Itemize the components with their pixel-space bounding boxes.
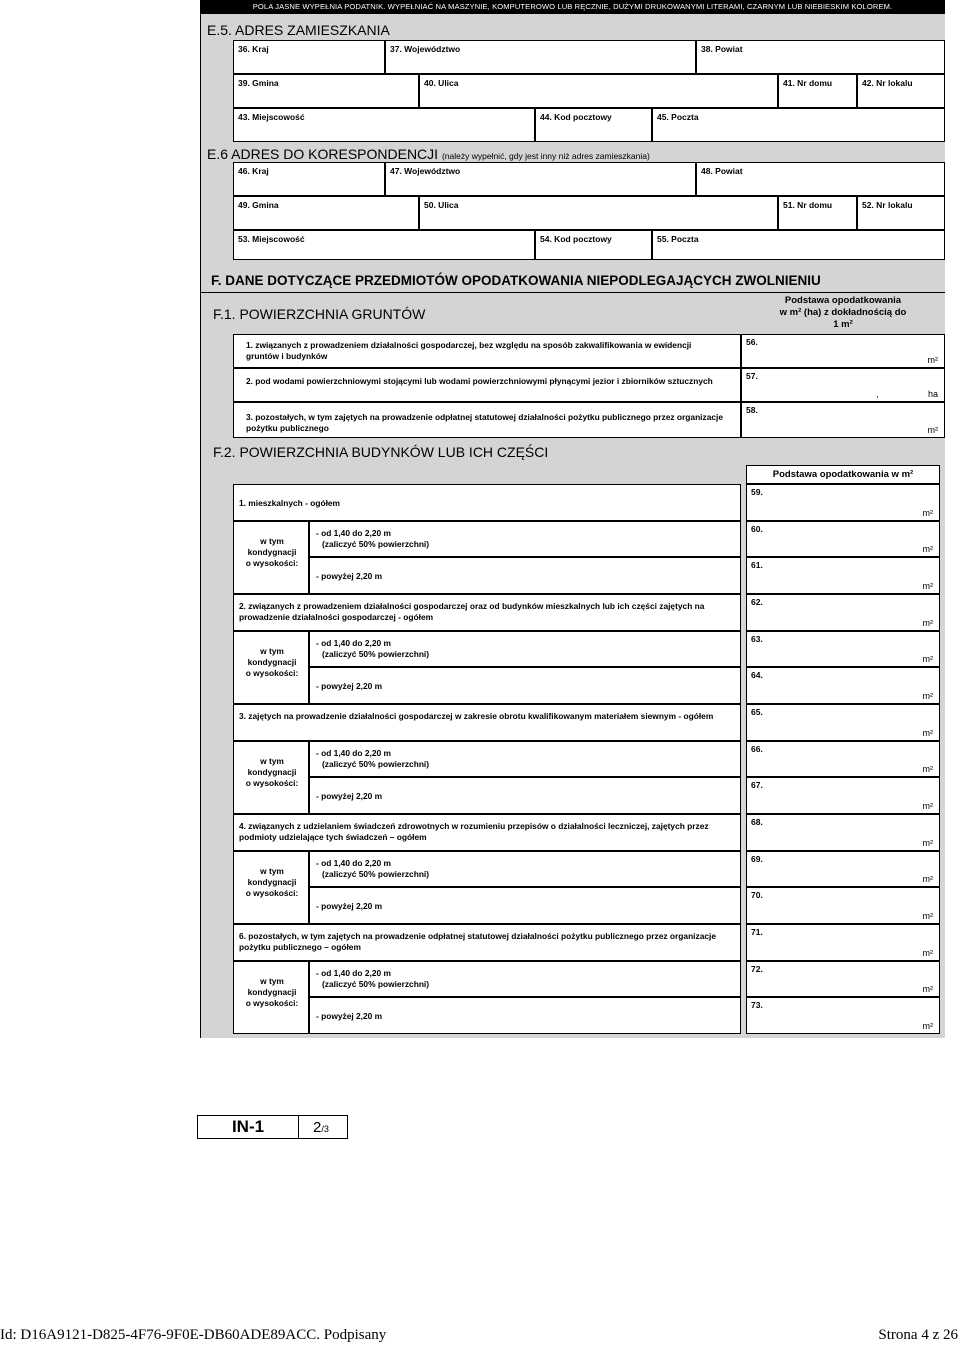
field-55-poczta[interactable]: 55. Poczta (652, 230, 945, 260)
sub-label-50-percent: (zaliczyć 50% powierzchni) (322, 648, 430, 659)
f2-group-title-row (233, 594, 741, 631)
field-46-kraj[interactable]: 46. Kraj (233, 162, 385, 196)
field-number: 67. (751, 780, 763, 791)
field-38-powiat[interactable]: 38. Powiat (696, 40, 945, 74)
f2-group-title: 1. mieszkalnych - ogółem (239, 498, 340, 508)
field-69[interactable] (746, 851, 940, 888)
sub-label-50-percent: (zaliczyć 50% powierzchni) (322, 868, 430, 879)
unit-label: m² (922, 691, 933, 702)
field-40-ulica[interactable]: 40. Ulica (419, 74, 778, 108)
field-48-powiat[interactable]: 48. Powiat (696, 162, 945, 196)
w-tym-line: kondygnacji (247, 546, 297, 557)
field-43-miejscowosc[interactable]: 43. Miejscowość (233, 108, 535, 142)
sub-label-50-percent: (zaliczyć 50% powierzchni) (322, 978, 430, 989)
f2-group-title-row (233, 704, 741, 741)
field-number: 60. (751, 523, 763, 534)
field-number: 69. (751, 853, 763, 864)
field-73[interactable] (746, 997, 940, 1034)
subrow-140-220 (309, 741, 741, 778)
field-62[interactable] (746, 594, 940, 631)
field-63[interactable] (746, 631, 940, 668)
subrow-above-220 (309, 667, 741, 704)
f2-group-title-row (233, 484, 741, 521)
unit-label: m² (922, 984, 933, 995)
field-41-nr-domu[interactable]: 41. Nr domu (778, 74, 857, 108)
sub-label-50-percent: (zaliczyć 50% powierzchni) (322, 538, 430, 549)
field-44-kod-pocztowy[interactable]: 44. Kod pocztowy (535, 108, 652, 142)
field-65[interactable] (746, 704, 940, 741)
w-tym-line: w tym (260, 535, 284, 546)
sub-label-height-range: - od 1,40 do 2,20 m (316, 967, 391, 978)
field-42-nr-lokalu[interactable]: 42. Nr lokalu (857, 74, 945, 108)
field-number: 62. (751, 597, 763, 607)
field-number: 65. (751, 707, 763, 717)
unit-label: m² (922, 1021, 933, 1032)
field-68[interactable] (746, 814, 940, 851)
field-54-kod-pocztowy[interactable]: 54. Kod pocztowy (535, 230, 652, 260)
w-tym-line: kondygnacji (247, 876, 297, 887)
field-number: 63. (751, 633, 763, 644)
f2-base-header: Podstawa opodatkowania w m² (746, 465, 940, 484)
field-number: 61. (751, 560, 763, 571)
field-47-wojewodztwo[interactable]: 47. Województwo (385, 162, 696, 196)
w-tym-line: o wysokości: (245, 887, 299, 898)
field-number: 68. (751, 817, 763, 827)
subrow-above-220 (309, 997, 741, 1034)
decimal-comma: , (876, 389, 879, 399)
field-56[interactable]: 56. m² (741, 334, 945, 368)
w-tym-label-cell (233, 741, 309, 814)
unit-label: m² (922, 874, 933, 885)
unit-label: m² (922, 801, 933, 812)
field-number: 66. (751, 743, 763, 754)
f1-item-2: 2. pod wodami powierzchniowymi stojącymi lub wodami powierzchniowymi płynącymi jezior i zbiorników sztucznych (233, 368, 741, 402)
sub-label-above: - powyżej 2,20 m (316, 681, 383, 692)
field-58[interactable]: 58. m² (741, 402, 945, 438)
sub-label-height-range: - od 1,40 do 2,20 m (316, 747, 391, 758)
field-49-gmina[interactable]: 49. Gmina (233, 196, 419, 230)
field-67[interactable] (746, 777, 940, 814)
unit-label: m² (922, 837, 933, 848)
f1-item-1: 1. związanych z prowadzeniem działalności gospodarczej, bez względu na sposób zakwalifikowania w ewidencji gruntów i budynków (233, 334, 741, 368)
field-45-poczta[interactable]: 45. Poczta (652, 108, 945, 142)
subrow-140-220 (309, 961, 741, 998)
f1-item-3: 3. pozostałych, w tym zajętych na prowadzenie odpłatnej statutowej działalności pożytku publicznego przez organizacje pożytku publicznego (233, 402, 741, 438)
w-tym-label-cell (233, 851, 309, 924)
field-50-ulica[interactable]: 50. Ulica (419, 196, 778, 230)
field-59[interactable] (746, 484, 940, 521)
subrow-140-220 (309, 631, 741, 668)
top-notice: POLA JASNE WYPEŁNIA PODATNIK. WYPEŁNIAĆ NA MASZYNIE, KOMPUTEROWO LUB RĘCZNIE, DUŻYMI DRUKOWANYMI LITERAMI, CZARNYM LUB NIEBIESKIM KOLOREM. (200, 0, 945, 14)
field-52-nr-lokalu[interactable]: 52. Nr lokalu (857, 196, 945, 230)
unit-label: m² (922, 727, 933, 738)
unit-label: m² (922, 544, 933, 555)
sub-label-height-range: - od 1,40 do 2,20 m (316, 527, 391, 538)
footer-page: Strona 4 z 26 (878, 1327, 958, 1343)
field-70[interactable] (746, 887, 940, 924)
field-number: 64. (751, 670, 763, 681)
f-title: F. DANE DOTYCZĄCE PRZEDMIOTÓW OPODATKOWANIA NIEPODLEGAJĄCYCH ZWOLNIENIU (211, 273, 821, 288)
w-tym-line: kondygnacji (247, 986, 297, 997)
f2-group-title: 4. związanych z udzielaniem świadczeń zdrowotnych w rozumieniu przepisów o działalności leczniczej, zajętych przez podmioty udzielające tych świadczeń – ogółem (239, 821, 709, 842)
unit-label: m² (922, 507, 933, 518)
unit-label: m² (922, 654, 933, 665)
field-number: 59. (751, 487, 763, 497)
e6-title: E.6 ADRES DO KORESPONDENCJI (należy wypełnić, gdy jest inny niż adres zamieszkania) (207, 146, 650, 162)
f2-group-title: 3. zajętych na prowadzenie działalności gospodarczej w zakresie obrotu kwalifikowanym materiałem siewnym - ogółem (239, 711, 714, 721)
w-tym-label-cell (233, 961, 309, 1034)
f2-group-title-row (233, 814, 741, 851)
unit-label: m² (922, 581, 933, 592)
w-tym-line: o wysokości: (245, 997, 299, 1008)
field-51-nr-domu[interactable]: 51. Nr domu (778, 196, 857, 230)
field-number: 73. (751, 1000, 763, 1011)
f2-group-title-row (233, 924, 741, 961)
field-number: 71. (751, 927, 763, 937)
subrow-above-220 (309, 887, 741, 924)
field-66[interactable] (746, 741, 940, 778)
sub-label-above: - powyżej 2,20 m (316, 901, 383, 912)
w-tym-line: o wysokości: (245, 777, 299, 788)
unit-label: m² (922, 617, 933, 628)
footer-id: Id: D16A9121-D825-4F76-9F0E-DB60ADE89ACC. Podpisany (0, 1327, 387, 1343)
sub-label-50-percent: (zaliczyć 50% powierzchni) (322, 758, 430, 769)
subrow-140-220 (309, 521, 741, 558)
field-64[interactable] (746, 667, 940, 704)
f1-base-header: Podstawa opodatkowania w m² (ha) z dokładnością do 1 m² (779, 295, 907, 330)
unit-label: m² (922, 911, 933, 922)
unit-label: m² (922, 764, 933, 775)
field-53-miejscowosc[interactable]: 53. Miejscowość (233, 230, 535, 260)
sub-label-height-range: - od 1,40 do 2,20 m (316, 857, 391, 868)
field-72[interactable] (746, 961, 940, 998)
w-tym-line: w tym (260, 645, 284, 656)
field-number: 70. (751, 890, 763, 901)
f-title-divider (201, 292, 945, 293)
f1-title: F.1. POWIERZCHNIA GRUNTÓW (213, 306, 426, 322)
w-tym-line: kondygnacji (247, 766, 297, 777)
sub-label-height-range: - od 1,40 do 2,20 m (316, 637, 391, 648)
f2-group-title: 2. związanych z prowadzeniem działalności gospodarczej oraz od budynków mieszkalnych lub ich części zajętych na prowadzenie działalności gospodarczej - ogółem (239, 601, 705, 622)
subrow-above-220 (309, 557, 741, 594)
w-tym-line: kondygnacji (247, 656, 297, 667)
w-tym-line: w tym (260, 975, 284, 986)
w-tym-line: w tym (260, 755, 284, 766)
field-number: 72. (751, 963, 763, 974)
subrow-140-220 (309, 851, 741, 888)
field-57[interactable]: 57. , ha (741, 368, 945, 402)
field-71[interactable] (746, 924, 940, 961)
w-tym-line: w tym (260, 865, 284, 876)
field-39-gmina[interactable]: 39. Gmina (233, 74, 419, 108)
w-tym-line: o wysokości: (245, 667, 299, 678)
field-60[interactable] (746, 521, 940, 558)
w-tym-line: o wysokości: (245, 557, 299, 568)
form-code-badge: IN-1 (197, 1115, 299, 1139)
unit-label: m² (922, 947, 933, 958)
field-37-wojewodztwo[interactable]: 37. Województwo (385, 40, 696, 74)
e6-note: (należy wypełnić, gdy jest inny niż adres zamieszkania) (441, 151, 650, 161)
field-36-kraj[interactable]: 36. Kraj (233, 40, 385, 74)
sub-label-above: - powyżej 2,20 m (316, 1011, 383, 1022)
w-tym-label-cell (233, 631, 309, 704)
sub-label-above: - powyżej 2,20 m (316, 791, 383, 802)
f2-group-title: 6. pozostałych, w tym zajętych na prowadzenie odpłatnej statutowej działalności pożytku publicznego przez organizacje pożytku publicznego – ogółem (239, 931, 716, 952)
e5-title: E.5. ADRES ZAMIESZKANIA (207, 22, 390, 38)
w-tym-label-cell (233, 521, 309, 594)
page-badge: 2/3 (298, 1115, 348, 1139)
f2-title: F.2. POWIERZCHNIA BUDYNKÓW LUB ICH CZĘŚCI (213, 444, 549, 460)
field-61[interactable] (746, 557, 940, 594)
sub-label-above: - powyżej 2,20 m (316, 571, 383, 582)
subrow-above-220 (309, 777, 741, 814)
